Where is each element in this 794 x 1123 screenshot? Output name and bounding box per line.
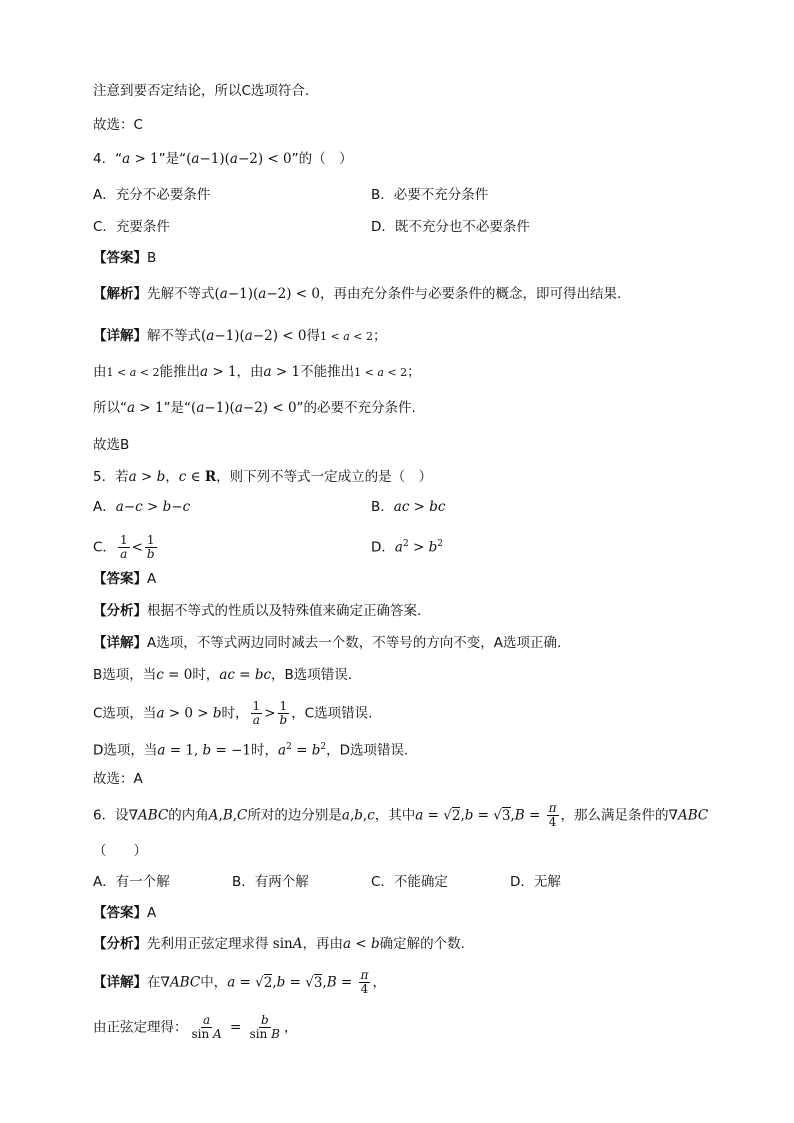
detail-line: B选项，当c = 0时，ac = bc，B选项错误.	[93, 667, 353, 683]
option-d: D．既不充分也不必要条件	[371, 219, 530, 235]
detail-line: 由1 < a < 2能推出a > 1，由a > 1不能推出1 < a < 2；	[93, 364, 421, 380]
analysis-line: 【分析】先利用正弦定理求得 sinA，再由a < b确定解的个数.	[93, 936, 465, 952]
detail-line: 由正弦定理得： $\frac{a}{\text{sin A}}$ = $\frac{b}{\text{sin B}}$ ，	[93, 1013, 298, 1041]
answer-line: 【答案】B	[93, 250, 157, 266]
option-b: B．必要不充分条件	[371, 187, 489, 203]
analysis-line: 【解析】先解不等式(a−1)(a−2) < 0，再由充分条件与必要条件的概念，即可得出结果.	[93, 286, 622, 302]
option-b: B．ac > bc	[371, 499, 446, 515]
option-a: A．充分不必要条件	[93, 187, 211, 203]
detail-line: D选项，当a = 1, b = −1时，$a^2 = b^2$，D选项错误.	[93, 742, 409, 759]
detail-line: 【详解】在∇ABC中，a = √2,b = √3,B = $\frac{\pi}{4}$ ，	[93, 968, 386, 996]
text-line: 故选：A	[93, 771, 143, 787]
text-line: 故选：C	[93, 117, 143, 133]
option-c: C． $\frac{1}{a}$ < $\frac{1}{b}$	[93, 533, 155, 561]
option-c: C．不能确定	[371, 874, 448, 890]
answer-line: 【答案】A	[93, 571, 157, 587]
option-d: D．无解	[510, 874, 561, 890]
question-5-stem: 5．若a > b，c ∈ R，则下列不等式一定成立的是（ ）	[93, 469, 433, 485]
option-a: A．有一个解	[93, 874, 170, 890]
detail-line: 【详解】A选项，不等式两边同时减去一个数，不等号的方向不变，A选项正确.	[93, 635, 562, 651]
option-d: D．$a^2 > b^2$	[371, 539, 443, 556]
option-a: A．a−c > b−c	[93, 499, 191, 515]
detail-line: C选项，当a > 0 > b时， $\frac{1}{a}$ > $\frac{1}{b}$ ，C选项错误.	[93, 699, 373, 727]
option-c: C．充要条件	[93, 219, 170, 235]
option-b: B．有两个解	[232, 874, 309, 890]
analysis-line: 【分析】根据不等式的性质以及特殊值来确定正确答案.	[93, 603, 422, 619]
text-line: 注意到要否定结论，所以C选项符合.	[93, 83, 310, 99]
detail-line: 所以“a > 1”是“(a−1)(a−2) < 0”的必要不充分条件.	[93, 400, 416, 416]
question-6-stem: 6．设∇ABC的内角A,B,C所对的边分别是a,b,c，其中a = √2,b = √3,B = $\frac{\pi}{4}$ ，那么满足条件的∇ABC	[93, 801, 709, 829]
detail-line: 【详解】解不等式(a−1)(a−2) < 0得1 < a < 2；	[93, 328, 387, 344]
text-line: （ ）	[93, 843, 147, 859]
text-line: 故选B	[93, 437, 130, 453]
question-4-stem: 4．“a > 1”是“(a−1)(a−2) < 0”的（ ）	[93, 151, 353, 167]
answer-line: 【答案】A	[93, 905, 157, 921]
